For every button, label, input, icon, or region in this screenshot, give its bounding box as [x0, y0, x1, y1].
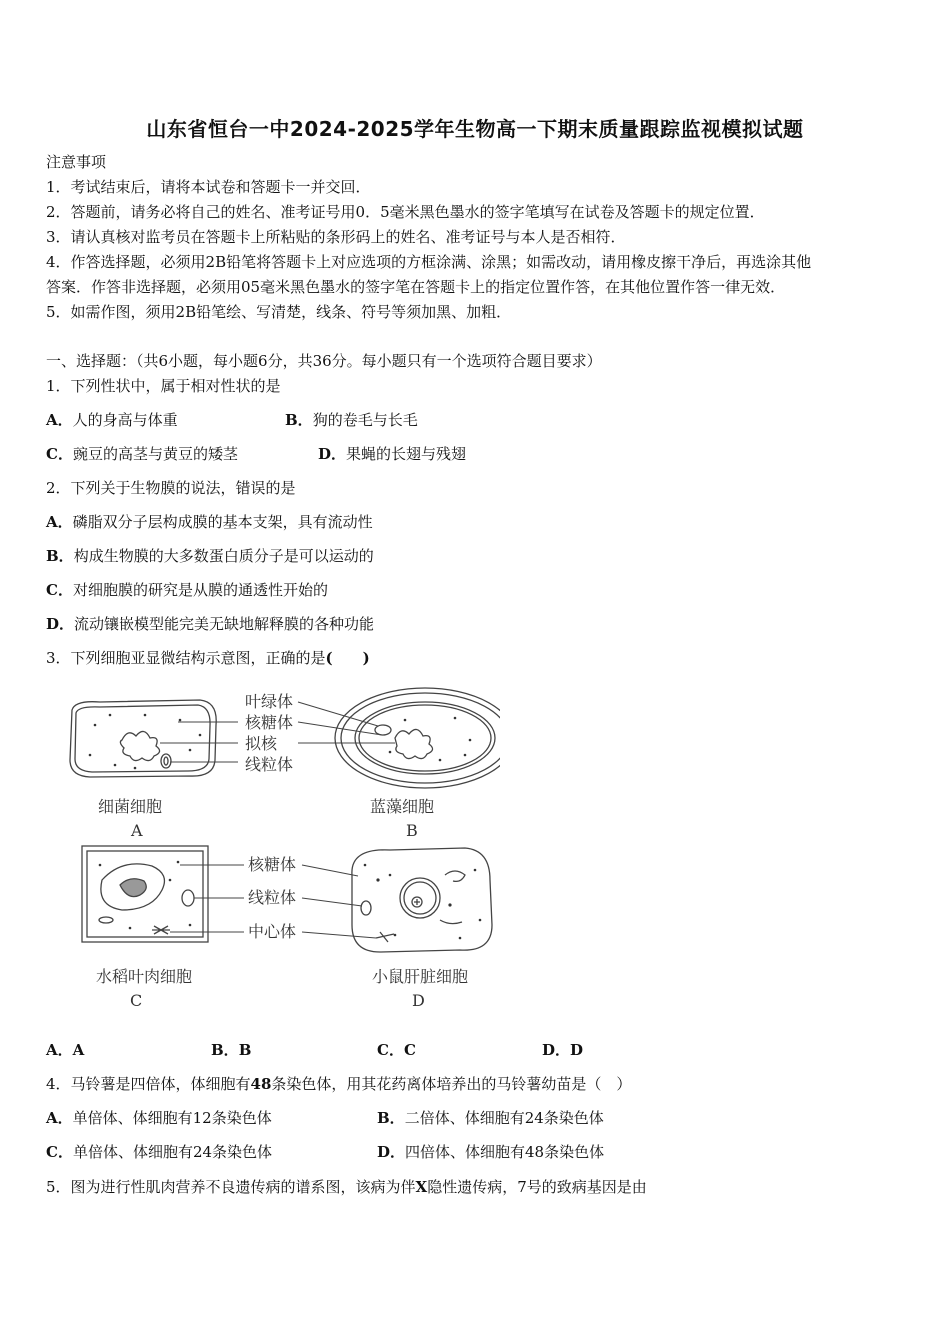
q4-option-b[interactable]: B．二倍体、体细胞有24条染色体 — [377, 1109, 604, 1127]
q4-option-c[interactable]: C．单倍体、体细胞有24条染色体 — [46, 1143, 273, 1161]
cyanobacteria-cell-drawing — [335, 688, 500, 788]
caption-d-letter: D — [412, 991, 425, 1010]
q1-option-a[interactable]: A．人的身高与体重 — [46, 411, 178, 429]
q3-option-c[interactable]: C．C — [377, 1041, 416, 1059]
caption-d: 小鼠肝脏细胞 — [372, 967, 469, 986]
section-heading: 一、选择题：（共6小题，每小题6分，共36分。每小题只有一个选项符合题目要求） — [46, 352, 602, 370]
label-ribosome-bottom: 核糖体 — [248, 855, 297, 874]
q2-option-b[interactable]: B．构成生物膜的大多数蛋白质分子是可以运动的 — [46, 547, 374, 565]
q1-option-d[interactable]: D．果蝇的长翅与残翅 — [318, 445, 467, 463]
bacteria-cell-drawing — [70, 700, 216, 777]
notice-item-2: 2．答题前，请务必将自己的姓名、准考证号用0．5毫米黑色墨水的签字笔填写在试卷及答题卡的规定位置． — [46, 203, 765, 221]
mouse-liver-cell-drawing — [352, 848, 492, 952]
q4-option-a[interactable]: A．单倍体、体细胞有12条染色体 — [46, 1109, 272, 1127]
label-mitochondrion-bottom: 线粒体 — [248, 888, 297, 907]
caption-b-letter: B — [406, 821, 418, 840]
q3-option-b[interactable]: B．B — [211, 1041, 252, 1059]
notice-item-4: 4．作答选择题，必须用2B铅笔将答题卡上对应选项的方框涂满、涂黑；如需改动，请用橡皮擦干净后，再选涂其他 — [46, 253, 812, 271]
label-centrosome: 中心体 — [248, 922, 297, 941]
q3-stem: 3．下列细胞亚显微结构示意图，正确的是( ) — [46, 649, 370, 667]
q4-option-d[interactable]: D．四倍体、体细胞有48条染色体 — [377, 1143, 605, 1161]
label-nucleoid: 拟核 — [245, 734, 278, 753]
label-mitochondrion-top: 线粒体 — [245, 755, 294, 774]
q4-stem: 4．马铃薯是四倍体，体细胞有48条染色体，用其花药离体培养出的马铃薯幼苗是（ ） — [46, 1075, 632, 1093]
q1-option-c[interactable]: C．豌豆的高茎与黄豆的矮茎 — [46, 445, 238, 463]
q2-stem: 2．下列关于生物膜的说法，错误的是 — [46, 479, 296, 497]
q1-stem: 1．下列性状中，属于相对性状的是 — [46, 377, 281, 395]
q1-option-b[interactable]: B．狗的卷毛与长毛 — [285, 411, 418, 429]
rice-leaf-cell-drawing — [82, 846, 208, 942]
notice-heading: 注意事项 — [46, 153, 107, 171]
notice-item-3: 3．请认真核对监考员在答题卡上所粘贴的条形码上的姓名、准考证号与本人是否相符． — [46, 228, 626, 246]
q5-stem: 5．图为进行性肌肉营养不良遗传病的谱系图，该病为伴X隐性遗传病，7号的致病基因是由 — [46, 1178, 647, 1196]
caption-c: 水稻叶肉细胞 — [96, 967, 193, 986]
notice-item-4-cont: 答案．作答非选择题，必须用05毫米黑色墨水的签字笔在答题卡上的指定位置作答，在其他位置作答一律无效． — [46, 278, 786, 296]
caption-c-letter: C — [130, 991, 143, 1010]
q2-option-c[interactable]: C．对细胞膜的研究是从膜的通透性开始的 — [46, 581, 328, 599]
caption-b: 蓝藻细胞 — [370, 797, 435, 816]
q3-option-a[interactable]: A．A — [46, 1041, 85, 1059]
notice-item-5: 5．如需作图，须用2B铅笔绘、写清楚，线条、符号等须加黑、加粗． — [46, 303, 512, 321]
q2-option-d[interactable]: D．流动镶嵌模型能完美无缺地解释膜的各种功能 — [46, 615, 375, 633]
caption-a-letter: A — [131, 821, 143, 840]
q3-option-d[interactable]: D．D — [542, 1041, 584, 1059]
page-title: 山东省恒台一中2024-2025学年生物高一下期末质量跟踪监视模拟试题 — [146, 117, 804, 141]
cell-structure-figure — [60, 680, 500, 1015]
q2-option-a[interactable]: A．磷脂双分子层构成膜的基本支架，具有流动性 — [46, 513, 373, 531]
cell-diagrams — [60, 680, 500, 1015]
notice-item-1: 1．考试结束后，请将本试卷和答题卡一并交回． — [46, 178, 371, 196]
caption-a: 细菌细胞 — [98, 797, 163, 816]
label-ribosome-top: 核糖体 — [245, 713, 294, 732]
label-chloroplast: 叶绿体 — [245, 692, 294, 711]
